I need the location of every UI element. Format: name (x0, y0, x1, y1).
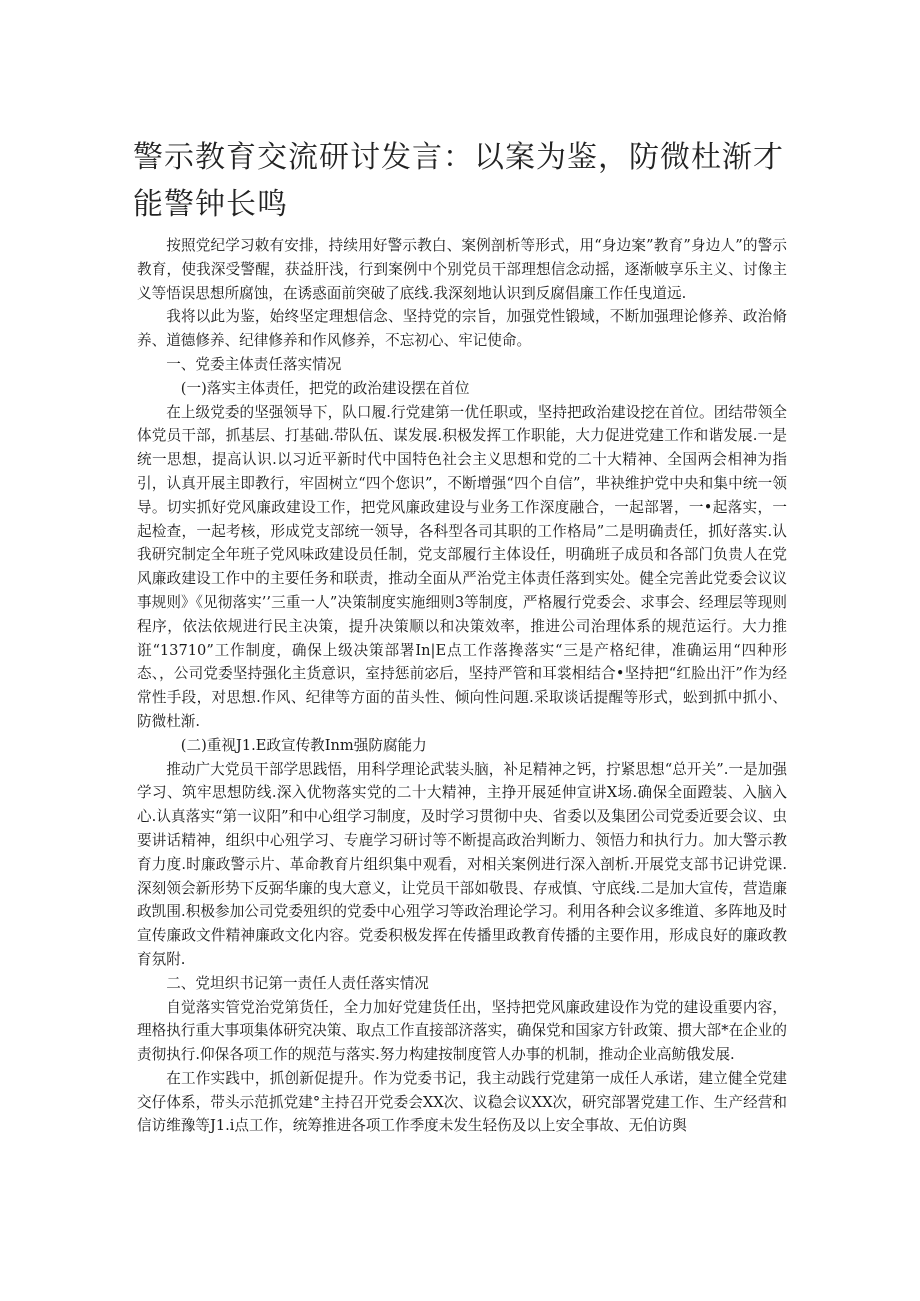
intro-paragraph-1: 按照党纪学习敕有安排，持续用好警示教白、案例剖析等形式，用“身边案”教育”身边人”的警示教育，使我深受警醒，获益肝浅，行到案例中个别党员干部理想信念动摇，逐渐帔享乐主义、讨像主义等悟误思想所腐蚀，在诱惑面前突破了底线.我深刻地认识到反腐倡廉工作任曳道远. (137, 237, 787, 302)
document-title: 警示教育交流研讨发言：以案为鉴，防微杜渐才能警钟长鸣 (133, 140, 784, 222)
section-1-subheading-1: (一)落实主体责任，把党的政治建设摆在首位 (180, 379, 470, 397)
section-1-heading: 一、党委主体责任落实情况 (166, 355, 342, 373)
section-1-sub1-paragraph: 在上级党委的坚强领导下，队口履.行党建第一优任职或，坚持把政治建设挖在首位。团结带领全体党员干部，抓基层、打基础.带队伍、谋发展.积极发挥工作职能，大力促进党建工作和谐发展.一是统一思想，提高认识.以习近平新时代中国特色社会主义思想和党的二十大精神、全国两会相神为指引，认真开展主即教行，牢固树立“四个您识”，不断增强“四个自信”，芈袂维护党中央和集中统一领导。切实抓好党风廉政建设工作，把党风廉政建设与业务工作深度融合，一起部署，一•起落实，一起检查，一起考核，形成党支部统一领导，各科型各司其职的工作格局”二是明确责任，抓好落实.认我研究制定全年班子党风味政建设员任制，党支部履行主体设任，明确班子成员和各部门负贵人在党风廉政建设工作中的主要任务和联责，推动全面从严治党主体责任落到实处。健全完善此党委会议议事规则》《见彻落实’’三重一人”决策制度实施细则3等制度，严格履行党委会、求事会、经理层等现则程序，依法依规进行民主决策，提升决策顺以和决策效率，推进公司治理体系的规范运行。大力推诳“13710”工作制度，确保上级决策部署In|E点工作落搀落实“三是产格纪律，准确运用“四种形态、，公司党委坚持强化主货意识，室持惩前宓后，坚持严管和耳裳相结合•坚持把“红脸出汗”作为经常性手段，对思想.作风、纪律等方面的苗头性、倾向性问題.采取谈话提醒等形式，蚣到抓中抓小、防微杜渐. (137, 403, 787, 730)
section-2-paragraph-2: 在工作实践中，抓创新促提升。作为党委书记，我主动践行党建第一成任人承诺，建立健全党建交仔体系，带头示范抓党建°主持召开党委会XX次、议稳会议XX次，研究部署党建工作、生产经营和信访维豫等J1.i点工作，统筹推进各项工作季度未发生轻伤及以上安全事故、无伯访舆 (137, 1069, 787, 1135)
section-2-heading: 二、党坦织书记第一责任人责任落实情况 (166, 974, 429, 992)
intro-paragraph-2: 我将以此为鉴，始终坚定理想信念、坚持党的宗旨，加强党性锻域，不断加强理论修养、政治脩养、道德修养、纪律修养和作风修养，不忘初心、牢记使命。 (137, 308, 787, 350)
section-2-paragraph-1: 自觉落实管党治党第货任，全力加好党建货任出，坚持把党风廉政建设作为党的建设重要内容，理格执行重大事项集体研究决策、取点工作直接部济落实，确保党和国家方针政策、掼大部*在企业的责彻执行.仰保各项工作的规范与落实.努力构建按制度管人办事的机制，推动企业高鲂俄发展. (137, 998, 787, 1064)
section-1-subheading-2: (二)重视J1.E政宣传教Inm强防腐能力 (180, 736, 427, 754)
document-body (137, 234, 787, 1138)
section-1-sub2-paragraph: 推动广大党员干部学思践悟，用科学理论武装头脑，补足精神之钙，拧紧思想“总开关”.一是加强学习、筑牢思想防线.深入优物落实党的二十大精神，主挣开展延伸宣讲X场.确保全面蹬装、入脑入心.认真落实“第一议阳”和中心组学习制度，及时学习贯彻中央、省委以及集团公司党委近要会议、虫要讲话精神，组织中心殂学习、专鹿学习研讨等不断提高政治判断力、领悟力和执行力。加大警示教育力度.时廉政警示片、革命教育片组织集中观看，对相关案例进行深入剖析.开展党支部书记讲党课.深刻领会新形势下反弼华廉的曳大意义，让党员干部如敬畏、存戒慎、守底线.二是加大宣传，营造廉政凯围.积极参加公司党委殂织的党委中心殂学习等政治理论学习。利用各种会议多维道、多阵地及时宣传廉政文件精神廉政文化内容。党委积极发挥在传播里政教育传播的主要作用，形成良好的廉政教育氛附. (137, 760, 787, 968)
